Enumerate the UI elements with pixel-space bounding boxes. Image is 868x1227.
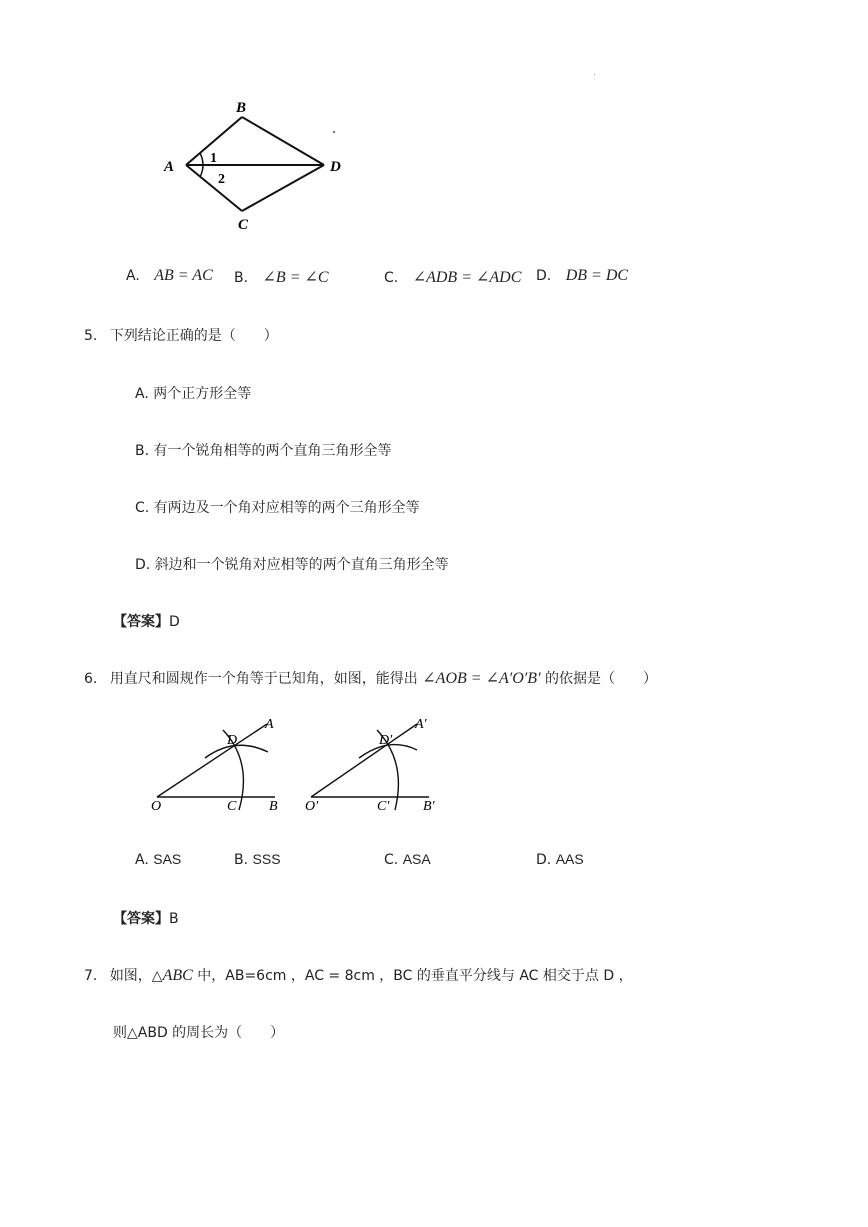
q6-option-c: C. ASA	[384, 851, 431, 868]
q6-answer: 【答案】B	[113, 911, 179, 927]
q5-stem: 5. 下列结论正确的是（ ）	[84, 328, 278, 344]
segment-dc	[242, 165, 324, 211]
label-c-prime: C′	[377, 799, 390, 814]
label-a: A	[164, 159, 175, 175]
q7-stem-line1: 7. 如图，△ABC 中，AB=6cm ，AC = 8cm ，BC 的垂直平分线与 AC 相交于点 D ，	[84, 967, 633, 984]
label-angle-2: 2	[218, 172, 225, 187]
label-b: B	[236, 100, 247, 116]
label-b-prime: B′	[423, 799, 435, 814]
q6-stem: 6. 用直尺和圆规作一个角等于已知角，如图，能得出 ∠AOB = ∠A′O′B′ 的依据是（ ）	[84, 670, 658, 687]
label-c: C	[227, 799, 237, 814]
ray-oa-prime	[311, 724, 417, 797]
q5-option-c: C. 有两边及一个角对应相等的两个三角形全等	[135, 500, 420, 516]
scan-speck	[594, 74, 595, 75]
label-angle-1: 1	[210, 151, 217, 166]
label-a: A	[265, 717, 274, 732]
q6-option-d: D. AAS	[536, 851, 584, 868]
q6-formula: ∠AOB = ∠A′O′B′	[422, 670, 541, 687]
label-b: B	[269, 799, 278, 814]
q4-option-c: C. ∠ADB = ∠ADC	[384, 269, 522, 286]
q5-answer: 【答案】D	[113, 614, 180, 630]
label-o: O	[151, 799, 162, 814]
segment-ca	[186, 165, 242, 211]
q4-option-b: B. ∠B = ∠C	[234, 269, 329, 286]
q5-option-a: A. 两个正方形全等	[135, 386, 252, 402]
q4-option-d: D. DB = DC	[536, 267, 629, 284]
q4-kite-figure	[150, 90, 370, 240]
q6-construction-figure	[145, 712, 455, 820]
label-c: C	[238, 217, 249, 233]
q4-option-a: A. AB = AC	[126, 267, 213, 284]
q7-stem-line2: 则△ABD 的周长为（ ）	[113, 1025, 285, 1041]
segment-bd	[242, 117, 324, 165]
ray-oa	[157, 724, 267, 797]
q5-option-d: D. 斜边和一个锐角对应相等的两个直角三角形全等	[135, 557, 449, 573]
q6-option-b: B. SSS	[234, 851, 281, 868]
label-d: D	[330, 159, 341, 175]
q5-option-b: B. 有一个锐角相等的两个直角三角形全等	[135, 443, 392, 459]
label-a-prime: A′	[415, 717, 427, 732]
label-d: D	[227, 733, 238, 748]
q6-option-a: A. SAS	[135, 851, 182, 868]
label-d-prime: D′	[379, 733, 393, 748]
label-o-prime: O′	[305, 799, 319, 814]
